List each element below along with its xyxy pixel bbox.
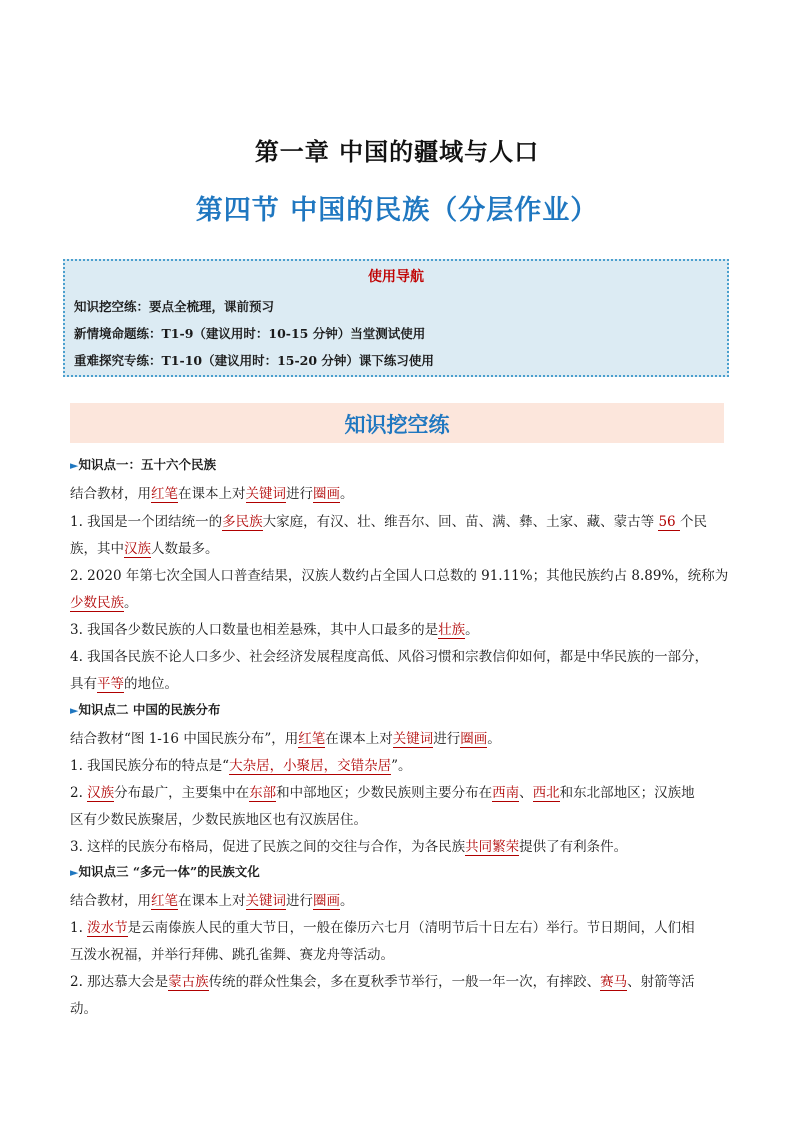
kp1-item4-line1: 4. 我国各民族不论人口多少、社会经济发展程度高低、风俗习惯和宗教信仰如何，都是中华民族的一部分，: [70, 649, 709, 665]
nav-line-key-difficulty: 重难探究专练：T1-10（建议用时：15-20 分钟）课下练习使用: [74, 353, 434, 368]
nav-title: 使用导航: [368, 269, 424, 285]
kp1-item1-line1: 1. 我国是一个团结统一的多民族大家庭，有汉、壮、维吾尔、回、苗、满、彝、土家、藏、蒙古等 56 个民: [70, 514, 707, 530]
section-title: 第四节 中国的民族（分层作业）: [195, 195, 599, 226]
kp2-intro: 结合教材“图 1-16 中国民族分布”，用红笔在课本上对关键词进行圈画。: [70, 731, 501, 747]
kp3-intro: 结合教材，用红笔在课本上对关键词进行圈画。: [70, 893, 354, 909]
kp1-item1-line2: 族，其中汉族人数最多。: [70, 541, 219, 557]
kp3-heading: ►知识点三 “多元一体”的民族文化: [70, 864, 260, 879]
triangle-right-icon: ►: [70, 459, 79, 472]
kp3-item2-line2: 动。: [70, 1001, 97, 1017]
chapter-title: 第一章 中国的疆域与人口: [254, 138, 540, 166]
kp2-heading: ►知识点二 中国的民族分布: [70, 702, 221, 717]
kp1-intro: 结合教材，用红笔在课本上对关键词进行圈画。: [70, 486, 354, 502]
banner-title: 知识挖空练: [344, 413, 450, 437]
usage-navigation-box: [63, 259, 729, 377]
triangle-right-icon: ►: [70, 866, 79, 879]
kp1-item3: 3. 我国各少数民族的人口数量也相差悬殊，其中人口最多的是壮族。: [70, 622, 479, 638]
nav-line-new-context: 新情境命题练：T1-9（建议用时：10-15 分钟）当堂测试使用: [74, 326, 426, 341]
kp1-item2-line2: 少数民族。: [70, 595, 138, 611]
kp3-item1-line2: 互泼水祝福，并举行拜佛、跳孔雀舞、赛龙舟等活动。: [70, 947, 394, 963]
kp3-item2-line1: 2. 那达慕大会是蒙古族传统的群众性集会，多在夏秋季节举行，一般一年一次，有摔跤、赛马、射箭等活: [70, 974, 695, 990]
section-banner: [70, 403, 724, 443]
kp2-item3: 3. 这样的民族分布格局，促进了民族之间的交往与合作，为各民族共同繁荣提供了有利条件。: [70, 839, 628, 855]
triangle-right-icon: ►: [70, 704, 79, 717]
kp1-item2-line1: 2. 2020 年第七次全国人口普查结果，汉族人数约占全国人口总数的 91.11%；其他民族约占 8.89%，统称为: [70, 568, 729, 584]
kp2-item1: 1. 我国民族分布的特点是“大杂居，小聚居，交错杂居”。: [70, 758, 412, 774]
kp2-item2-line2: 区有少数民族聚居，少数民族地区也有汉族居住。: [70, 812, 367, 828]
nav-line-knowledge: 知识挖空练：要点全梳理，课前预习: [74, 299, 275, 314]
kp1-item4-line2: 具有平等的地位。: [70, 676, 178, 692]
kp1-heading: ►知识点一：五十六个民族: [70, 457, 216, 472]
kp2-item2-line1: 2. 汉族分布最广，主要集中在东部和中部地区；少数民族则主要分布在西南、西北和东北部地区；汉族地: [70, 785, 695, 801]
kp3-item1-line1: 1. 泼水节是云南傣族人民的重大节日，一般在傣历六七月（清明节后十日左右）举行。节日期间，人们相: [70, 920, 695, 936]
